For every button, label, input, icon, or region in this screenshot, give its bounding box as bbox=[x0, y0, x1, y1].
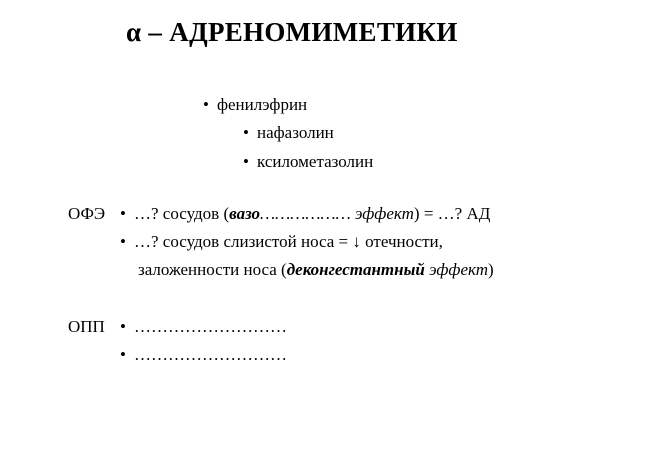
bullet-icon: • bbox=[243, 152, 249, 171]
bullet-icon: • bbox=[203, 95, 209, 114]
drug-item bbox=[243, 123, 334, 143]
term-vaso: вазо bbox=[229, 204, 260, 223]
opp-item bbox=[120, 317, 287, 337]
bullet-icon: • bbox=[243, 123, 249, 142]
slide-title: α – АДРЕНОМИМЕТИКИ bbox=[126, 17, 458, 47]
bullet-icon: • bbox=[120, 232, 126, 251]
blank-dots: ……………………… bbox=[134, 345, 287, 364]
bullet-icon: • bbox=[120, 345, 126, 364]
blank-dots: ……………………… bbox=[134, 317, 287, 336]
ofe-item-nasal-cont: заложенности носа (деконгестантный эффект) bbox=[138, 260, 494, 279]
opp-item bbox=[120, 345, 287, 365]
drug-name: нафазолин bbox=[257, 123, 334, 142]
ofe-label: ОФЭ bbox=[68, 204, 106, 223]
ofe-item-vaso: • …? сосудов (вазо……………… эффект) = …? АД bbox=[120, 204, 491, 223]
bullet-icon: • bbox=[120, 204, 126, 223]
drug-item bbox=[203, 95, 307, 115]
drug-name: ксилометазолин bbox=[257, 152, 374, 171]
ofe-item-nasal: • …? сосудов слизистой носа = ↓ отечности, bbox=[120, 232, 443, 251]
drug-item bbox=[243, 152, 373, 172]
drug-name: фенилэфрин bbox=[217, 95, 308, 114]
bullet-icon: • bbox=[120, 317, 126, 336]
term-decongestant: деконгестантный bbox=[286, 260, 425, 279]
opp-label: ОПП bbox=[68, 317, 105, 336]
